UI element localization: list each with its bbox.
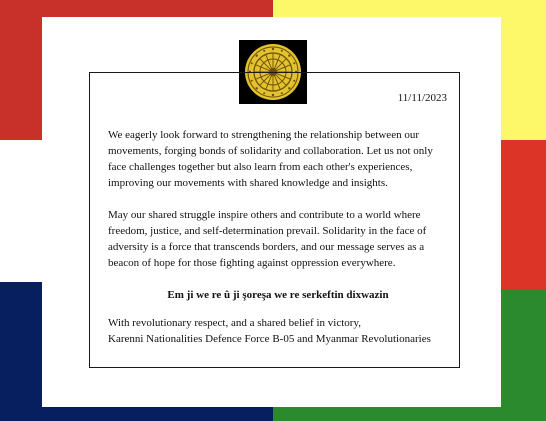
letter-frame [89,72,460,368]
closing-line: With revolutionary respect, and a shared belief in victory, [108,317,361,329]
letter-date: 11/11/2023 [397,92,447,104]
letter-paragraph: May our shared struggle inspire others and contribute to a world where freedom, justice, and self-determination prevail. Solidarity in the face of adversity is a force that transcends borders, and our message serves as a beacon of hope for those fighting against oppression everywhere. [108,209,427,269]
letter-body [108,127,448,347]
letter-paragraph: We eagerly look forward to strengthening the relationship between our movements, forging bonds of solidarity and collaboration. Let us not only face challenges together but also learn from each other's experiences, improving our movements with shared knowledge and insights. [108,129,433,189]
solidarity-motto: Em ji we re û ji şoreşa we re serkeftin dixwazin [167,289,389,301]
signature: Karenni Nationalities Defence Force B-05 and Myanmar Revolutionaries [108,333,431,345]
